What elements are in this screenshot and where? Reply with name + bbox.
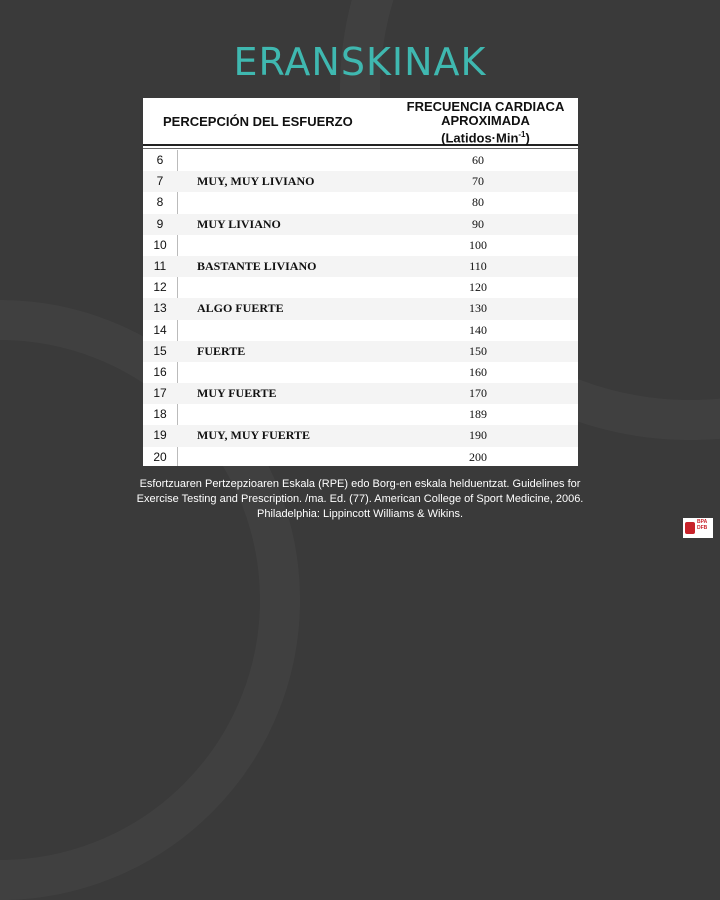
heart-rate-value: 170 [469,386,487,401]
institution-logo-icon [683,518,713,538]
effort-description: MUY, MUY LIVIANO [197,174,315,189]
table-row [143,214,578,235]
table-row [143,404,578,425]
borg-scale-table [143,98,578,466]
heart-rate-value: 150 [469,343,487,358]
table-row [143,256,578,277]
caption-line: Philadelphia: Lippincott Williams & Wikins. [256,508,464,520]
rpe-value: 6 [156,153,164,167]
caption-line: Esfortzuaren Pertzepzioaren Eskala (RPE) edo Borg-en eskala helduentzat. Guidelines for [139,478,581,490]
header-heart-rate [398,100,573,145]
heart-rate-value: 190 [469,428,487,443]
heart-rate-value: 160 [469,364,487,379]
table-body [143,150,578,468]
rpe-value: 8 [156,195,164,210]
table-row [143,192,578,213]
effort-description: BASTANTE LIVIANO [197,258,317,273]
logo-text: BPA DFB [697,519,708,531]
rpe-value: 15 [153,343,167,358]
effort-description: FUERTE [197,343,246,358]
rpe-value: 20 [153,449,167,464]
rpe-value: 17 [153,386,167,401]
heart-rate-value: 189 [469,407,487,422]
table-row [143,362,578,383]
header-heart-rate-line2: APROXIMADA [441,113,530,128]
table-header [143,98,578,146]
rpe-value: 12 [153,280,167,295]
effort-description: MUY, MUY FUERTE [197,428,311,443]
table-row [143,320,578,341]
rpe-value: 14 [153,322,167,337]
table-row [143,447,578,468]
heart-rate-value: 90 [472,216,484,231]
table-row [143,150,578,171]
table-row [143,383,578,404]
header-unit-close: ) [525,130,530,146]
effort-description: MUY FUERTE [197,386,277,401]
heart-rate-value: 130 [469,301,487,316]
heart-rate-value: 200 [469,449,487,464]
heart-rate-value: 80 [472,195,484,210]
header-heart-rate-line3 [398,128,573,145]
table-row [143,235,578,256]
header-perception: PERCEPCIÓN DEL ESFUERZO [163,114,353,129]
heart-rate-value: 70 [472,174,484,189]
effort-description: MUY LIVIANO [197,216,281,231]
slide-title: ERANSKINAK [233,40,487,84]
heart-rate-value: 140 [469,322,487,337]
heart-rate-value: 110 [469,258,487,273]
table-row [143,298,578,319]
rpe-value: 11 [153,258,167,273]
table-row [143,425,578,446]
table-row [143,171,578,192]
table-row [143,277,578,298]
header-divider [143,148,578,149]
rpe-value: 18 [153,407,167,422]
table-row [143,341,578,362]
rpe-value: 13 [153,301,167,316]
rpe-value: 19 [153,428,167,443]
header-unit-sup: -1 [518,130,526,139]
source-caption [130,477,590,522]
heart-rate-value: 120 [469,280,487,295]
heart-rate-value: 100 [469,237,487,252]
header-unit: (Latidos·Min [441,130,519,146]
header-heart-rate-line1: FRECUENCIA CARDIACA [406,99,565,114]
logo-mark [685,522,695,534]
heart-rate-value: 60 [472,153,484,167]
caption-line: Exercise Testing and Prescription. /ma. Ed. (77). American College of Sport Medicine, 2006. [136,493,584,505]
rpe-value: 7 [156,174,164,189]
effort-description: ALGO FUERTE [197,301,284,316]
rpe-value: 9 [156,216,164,231]
rpe-value: 10 [153,237,167,252]
rpe-value: 16 [153,364,167,379]
